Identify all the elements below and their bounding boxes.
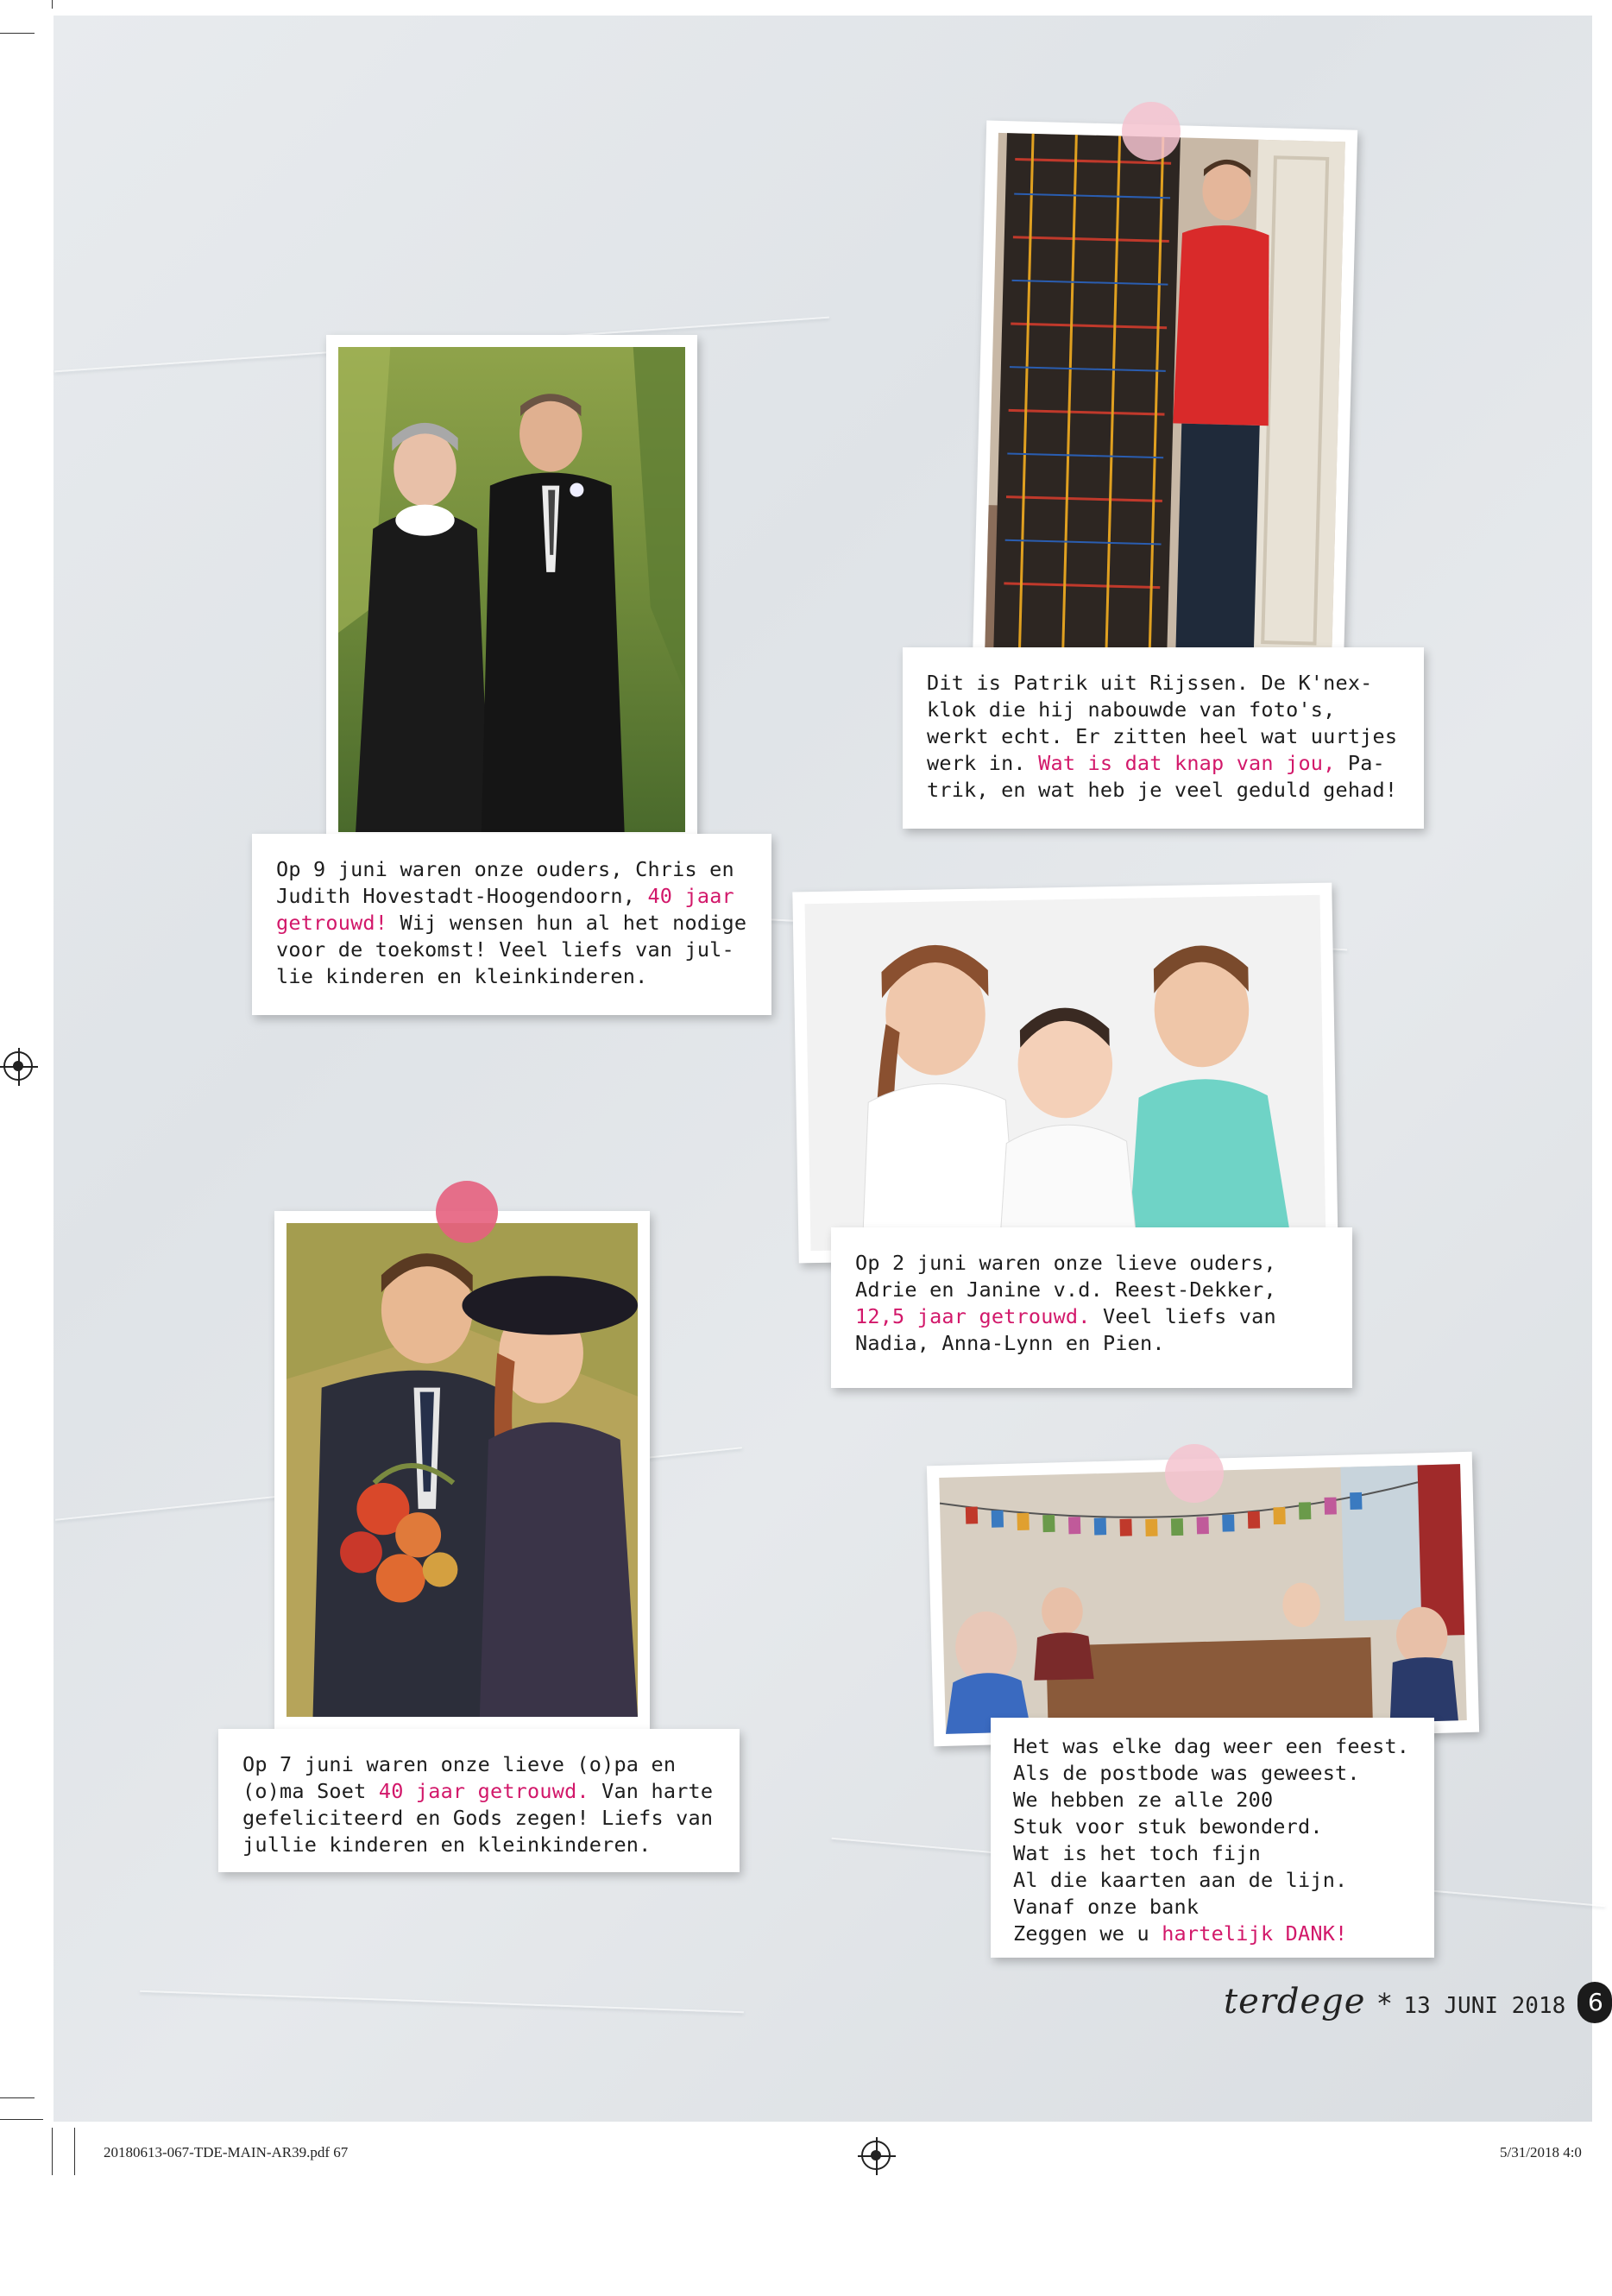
poem-line4: Stuk voor stuk bewonderd. xyxy=(1013,1814,1323,1839)
caption-reest-highlight: 12,5 jaar getrouwd. xyxy=(855,1304,1091,1328)
pin-light-top xyxy=(1122,102,1181,161)
knex-clock-image xyxy=(985,133,1345,661)
caption-thank-you-poem xyxy=(991,1718,1434,1958)
registration-mark-bottom xyxy=(861,2141,891,2170)
photo-patrik-knex-clock xyxy=(973,120,1357,673)
terdege-logo: terdege xyxy=(1224,1982,1366,2022)
poem-line7: Vanaf onze bank xyxy=(1013,1895,1200,1919)
poem-highlight: hartelijk DANK! xyxy=(1162,1921,1348,1946)
crop-mark-bottom-vertical-2 xyxy=(74,2128,75,2175)
photo-soet-wedding xyxy=(274,1211,650,1729)
caption-patrik xyxy=(903,647,1424,829)
caption-hovestadt-highlight-2: getrouwd! xyxy=(276,911,388,935)
photo-three-sisters xyxy=(792,883,1338,1264)
caption-hovestadt-line3b: Wij wensen hun al het nodige xyxy=(387,911,747,935)
poem-line1: Het was elke dag weer een feest. xyxy=(1013,1734,1410,1758)
caption-soet-highlight: 40 jaar getrouwd. xyxy=(378,1779,589,1803)
caption-hovestadt-highlight-1: 40 jaar xyxy=(647,884,734,908)
caption-reest-line3b: Veel liefs van xyxy=(1090,1304,1276,1328)
crop-mark-bottom-2 xyxy=(0,2119,43,2120)
poem-line2: Als de postbode was geweest. xyxy=(1013,1761,1360,1785)
pin-light-bottom xyxy=(1165,1444,1224,1503)
three-girls-image xyxy=(805,895,1326,1251)
caption-soet-line2a: (o)ma Soet xyxy=(242,1779,379,1803)
caption-soet xyxy=(218,1729,740,1872)
caption-patrik-line5: trik, en wat heb je veel geduld gehad! xyxy=(927,778,1398,802)
poem-line8a: Zeggen we u xyxy=(1013,1921,1162,1946)
caption-hovestadt-line1: Op 9 juni waren onze ouders, Chris en xyxy=(276,857,734,881)
print-slug-timestamp: 5/31/2018 4:0 xyxy=(1500,2144,1582,2160)
crop-mark-top xyxy=(0,33,35,34)
cards-celebration-image xyxy=(939,1464,1467,1734)
crop-mark-top-vertical xyxy=(52,0,53,9)
couple-portrait-image xyxy=(338,347,685,832)
caption-patrik-line2: klok die hij nabouwde van foto's, xyxy=(927,697,1336,722)
caption-patrik-line1: Dit is Patrik uit Rijssen. De K'nex- xyxy=(927,671,1373,695)
caption-patrik-line4c: Pa- xyxy=(1335,751,1385,775)
caption-patrik-line4a: werk in. xyxy=(927,751,1039,775)
pin-pink-middle xyxy=(436,1181,498,1243)
caption-hovestadt-line5: lie kinderen en kleinkinderen. xyxy=(276,964,648,988)
photo-hovestadt-couple xyxy=(326,335,697,844)
caption-hovestadt xyxy=(252,834,771,1015)
soet-wedding-image xyxy=(287,1223,638,1717)
crop-mark-bottom xyxy=(0,2097,35,2098)
page-number-badge xyxy=(1577,1982,1612,2023)
caption-hovestadt-line2a: Judith Hovestadt-Hoogendoorn, xyxy=(276,884,648,908)
caption-reest-line1: Op 2 juni waren onze lieve ouders, xyxy=(855,1251,1276,1275)
caption-soet-line2c: Van harte xyxy=(589,1779,714,1803)
caption-patrik-line3: werkt echt. Er zitten heel wat uurtjes xyxy=(927,724,1398,748)
footer-branding xyxy=(1224,1982,1565,2025)
registration-mark-left xyxy=(3,1051,33,1081)
page-number: 6 xyxy=(1588,1988,1603,2016)
caption-reest-line2: Adrie en Janine v.d. Reest-Dekker, xyxy=(855,1277,1276,1302)
caption-soet-line3: gefeliciteerd en Gods zegen! Liefs van xyxy=(242,1806,714,1830)
caption-soet-line1: Op 7 juni waren onze lieve (o)pa en xyxy=(242,1752,677,1776)
caption-hovestadt-line4: voor de toekomst! Veel liefs van jul- xyxy=(276,937,734,962)
poem-line5: Wat is het toch fijn xyxy=(1013,1841,1261,1865)
crop-mark-bottom-vertical xyxy=(52,2128,53,2175)
issue-date: 13 JUNI 2018 xyxy=(1403,1993,1566,2019)
poem-line3: We hebben ze alle 200 xyxy=(1013,1788,1274,1812)
caption-patrik-highlight: Wat is dat knap van jou, xyxy=(1038,751,1336,775)
caption-reest xyxy=(831,1227,1352,1388)
caption-soet-line4: jullie kinderen en kleinkinderen. xyxy=(242,1832,652,1857)
poem-line6: Al die kaarten aan de lijn. xyxy=(1013,1868,1348,1892)
star-separator: * xyxy=(1377,1987,1392,2020)
print-slug-filename: 20180613-067-TDE-MAIN-AR39.pdf 67 xyxy=(104,2144,349,2160)
caption-reest-line4: Nadia, Anna-Lynn en Pien. xyxy=(855,1331,1165,1355)
